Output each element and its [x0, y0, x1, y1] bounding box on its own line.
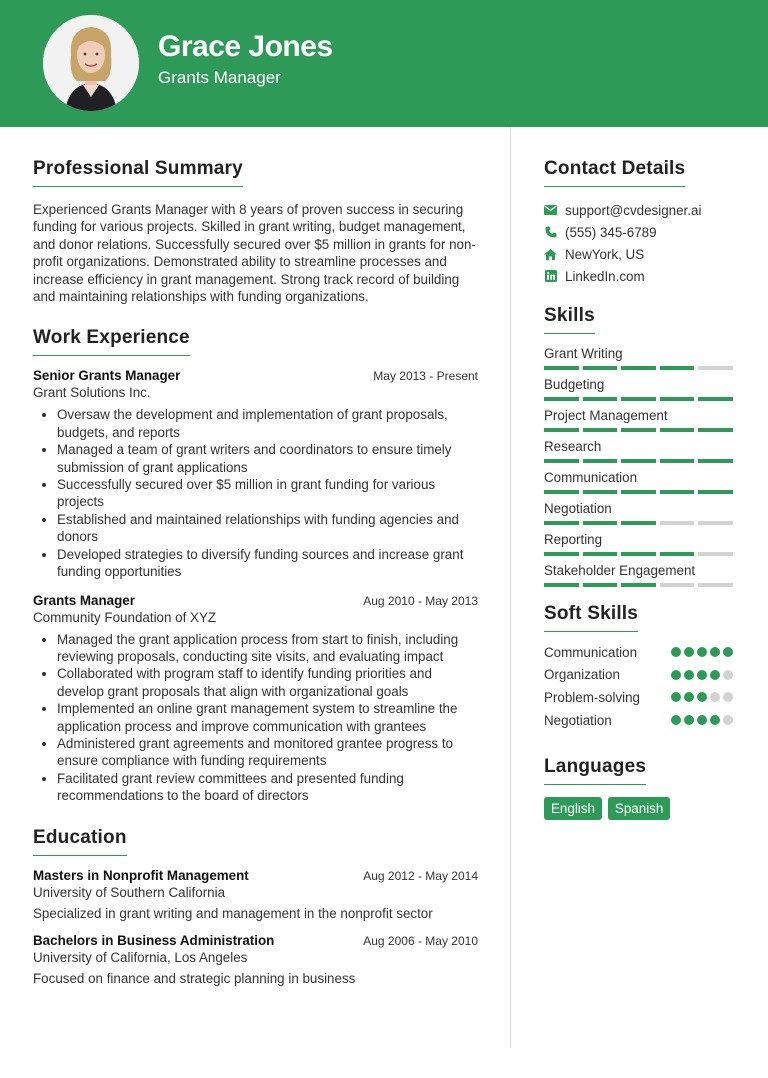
soft-skill-item: [544, 664, 733, 687]
skill-name: Project Management: [544, 408, 668, 423]
skill-level-segment: [660, 459, 695, 463]
job-bullet: • Managed the grant application process from start to finish, including reviewing proposals, conducting site visits, and evaluating impact: [57, 631, 478, 666]
job-entry: [33, 368, 478, 580]
contact-linkedin[interactable]: [544, 265, 739, 287]
skill-name: Communication: [544, 470, 638, 485]
soft-skill-name: Negotiation: [544, 712, 612, 728]
skill-item: [544, 439, 739, 463]
skill-level-segment: [621, 366, 656, 370]
education-date: Aug 2006 - May 2010: [363, 933, 478, 948]
sidebar-column: [544, 158, 739, 820]
skill-level-segment: [544, 490, 579, 494]
rating-dot: [684, 670, 694, 680]
job-date: May 2013 - Present: [373, 369, 478, 384]
rating-dot: [697, 715, 707, 725]
skill-level-segment: [698, 428, 733, 432]
skill-level-bar: [544, 428, 733, 432]
rating-dot: [684, 692, 694, 702]
skill-level-segment: [544, 366, 579, 370]
skill-level-segment: [660, 521, 695, 525]
skill-level-segment: [544, 397, 579, 401]
degree-title: Bachelors in Business Administration: [33, 932, 275, 948]
contact-location: [544, 243, 739, 265]
skill-level-segment: [583, 397, 618, 401]
rating-dot: [723, 715, 733, 725]
work-heading: Work Experience: [33, 327, 190, 356]
skill-level-segment: [660, 583, 695, 587]
skill-level-bar: [544, 552, 733, 556]
soft-skill-rating: [671, 692, 733, 702]
soft-skill-item: [544, 641, 733, 664]
skill-level-segment: [698, 521, 733, 525]
soft-skill-name: Organization: [544, 667, 620, 683]
skill-level-segment: [698, 459, 733, 463]
column-divider: [510, 127, 511, 1048]
main-column: [33, 158, 478, 986]
job-bullet: • Facilitated grant review committees and presented funding recommendations to the board of directors: [57, 770, 478, 805]
job-title: Grants Manager: [33, 592, 135, 608]
skill-level-bar: [544, 490, 733, 494]
education-heading: Education: [33, 827, 127, 856]
linkedin-icon: [544, 270, 557, 283]
location-text: NewYork, US: [565, 246, 645, 262]
languages-list: [544, 797, 739, 820]
rating-dot: [723, 647, 733, 657]
skill-level-segment: [621, 583, 656, 587]
skill-level-segment: [698, 583, 733, 587]
job-bullet: • Successfully secured over $5 million in grant funding for various projects: [57, 476, 478, 511]
header-banner: [0, 0, 768, 127]
skill-item: [544, 408, 739, 432]
education-entry: [33, 868, 478, 921]
languages-heading: Languages: [544, 756, 646, 785]
job-org: Grant Solutions Inc.: [33, 385, 151, 401]
language-tag: English: [544, 797, 602, 820]
candidate-role: Grants Manager: [158, 68, 281, 87]
skill-level-segment: [544, 428, 579, 432]
contact-heading: Contact Details: [544, 158, 685, 187]
skill-level-segment: [660, 366, 695, 370]
job-bullet: • Oversaw the development and implementation of grant proposals, budgets, and reports: [57, 406, 478, 441]
rating-dot: [697, 692, 707, 702]
rating-dot: [710, 692, 720, 702]
skill-item: [544, 501, 739, 525]
rating-dot: [710, 670, 720, 680]
skill-level-segment: [583, 521, 618, 525]
education-description: Specialized in grant writing and management in the nonprofit sector: [33, 905, 433, 921]
skill-level-bar: [544, 459, 733, 463]
soft-skills-list: [544, 641, 739, 731]
skill-level-segment: [621, 490, 656, 494]
rating-dot: [697, 670, 707, 680]
skill-name: Research: [544, 439, 602, 454]
skill-level-segment: [660, 552, 695, 556]
skill-level-segment: [698, 552, 733, 556]
soft-skill-name: Problem-solving: [544, 689, 641, 705]
job-bullet: • Developed strategies to diversify funding sources and increase grant funding opportunities: [57, 546, 478, 581]
degree-title: Masters in Nonprofit Management: [33, 867, 249, 883]
skill-level-segment: [583, 552, 618, 556]
skill-level-segment: [583, 490, 618, 494]
job-org: Community Foundation of XYZ: [33, 609, 217, 625]
skill-level-segment: [660, 428, 695, 432]
skill-level-segment: [698, 366, 733, 370]
skill-level-bar: [544, 521, 733, 525]
rating-dot: [684, 715, 694, 725]
job-bullet: • Managed a team of grant writers and coordinators to ensure timely submission of grant applications: [57, 441, 478, 476]
skills-heading: Skills: [544, 305, 595, 334]
job-bullet: • Implemented an online grant management system to streamline the application process and improve communication with grantees: [57, 700, 478, 735]
skill-level-segment: [621, 428, 656, 432]
job-bullet: • Established and maintained relationships with funding agencies and donors: [57, 511, 478, 546]
rating-dot: [671, 692, 681, 702]
phone-text: (555) 345-6789: [565, 224, 657, 240]
rating-dot: [723, 670, 733, 680]
school-name: University of Southern California: [33, 884, 226, 900]
soft-skill-rating: [671, 647, 733, 657]
education-entry: [33, 933, 478, 986]
job-entry: [33, 593, 478, 805]
summary-heading: Professional Summary: [33, 158, 243, 187]
soft-skill-item: [544, 709, 733, 732]
soft-skills-heading: Soft Skills: [544, 603, 638, 632]
skill-level-segment: [544, 521, 579, 525]
soft-skill-rating: [671, 670, 733, 680]
rating-dot: [671, 715, 681, 725]
skill-level-segment: [621, 552, 656, 556]
skill-level-segment: [621, 459, 656, 463]
skill-name: Negotiation: [544, 501, 612, 516]
rating-dot: [671, 670, 681, 680]
rating-dot: [671, 647, 681, 657]
job-date: Aug 2010 - May 2013: [363, 593, 478, 608]
skill-item: [544, 346, 739, 370]
skill-item: [544, 532, 739, 556]
education-date: Aug 2012 - May 2014: [363, 868, 478, 883]
envelope-icon: [544, 204, 557, 217]
skill-level-segment: [660, 397, 695, 401]
linkedin-text: LinkedIn.com: [565, 268, 645, 284]
skill-item: [544, 377, 739, 401]
skill-item: [544, 470, 739, 494]
skill-item: [544, 563, 739, 587]
rating-dot: [684, 647, 694, 657]
skill-level-segment: [544, 459, 579, 463]
education-description: Focused on finance and strategic planning in business: [33, 970, 356, 986]
skill-level-bar: [544, 583, 733, 587]
rating-dot: [710, 647, 720, 657]
skill-level-segment: [583, 428, 618, 432]
skill-name: Grant Writing: [544, 346, 623, 361]
job-bullets: [33, 631, 478, 805]
rating-dot: [710, 715, 720, 725]
candidate-name: Grace Jones: [158, 30, 333, 63]
skill-level-segment: [583, 366, 618, 370]
summary-text: Experienced Grants Manager with 8 years of proven success in securing funding for various projects. Skilled in grant writing, budget management, and donor relations. Successfully secured over $5 million in grants for non-profit organizations. Demonstrated ability to streamline processes and increase efficiency in grant management. Strong track record of building and maintaining relationships with funding organizations.: [33, 202, 476, 305]
skill-name: Stakeholder Engagement: [544, 563, 696, 578]
skill-name: Budgeting: [544, 377, 605, 392]
job-bullet: • Collaborated with program staff to identify funding priorities and develop grant proposals that align with organizational goals: [57, 665, 478, 700]
rating-dot: [723, 692, 733, 702]
skill-level-bar: [544, 397, 733, 401]
skill-level-segment: [544, 552, 579, 556]
home-icon: [544, 248, 557, 261]
soft-skill-rating: [671, 715, 733, 725]
rating-dot: [697, 647, 707, 657]
profile-portrait-icon: [43, 15, 139, 111]
skill-level-segment: [583, 459, 618, 463]
school-name: University of California, Los Angeles: [33, 949, 248, 965]
skill-level-segment: [660, 490, 695, 494]
skill-level-segment: [698, 490, 733, 494]
skill-name: Reporting: [544, 532, 603, 547]
soft-skill-item: [544, 686, 733, 709]
language-tag: Spanish: [608, 797, 670, 820]
contact-email[interactable]: [544, 199, 739, 221]
profile-photo: [43, 15, 139, 111]
skill-level-bar: [544, 366, 733, 370]
skill-level-segment: [544, 583, 579, 587]
skill-level-segment: [698, 397, 733, 401]
phone-icon: [544, 226, 557, 239]
job-title: Senior Grants Manager: [33, 368, 181, 384]
skill-level-segment: [583, 583, 618, 587]
email-text: support@cvdesigner.ai: [565, 202, 702, 218]
skill-level-segment: [621, 521, 656, 525]
skill-level-segment: [621, 397, 656, 401]
job-bullets: [33, 406, 478, 580]
contact-phone[interactable]: [544, 221, 739, 243]
job-bullet: • Administered grant agreements and monitored grantee progress to ensure compliance with funding requirements: [57, 735, 478, 770]
skills-list: [544, 346, 739, 587]
soft-skill-name: Communication: [544, 644, 638, 660]
